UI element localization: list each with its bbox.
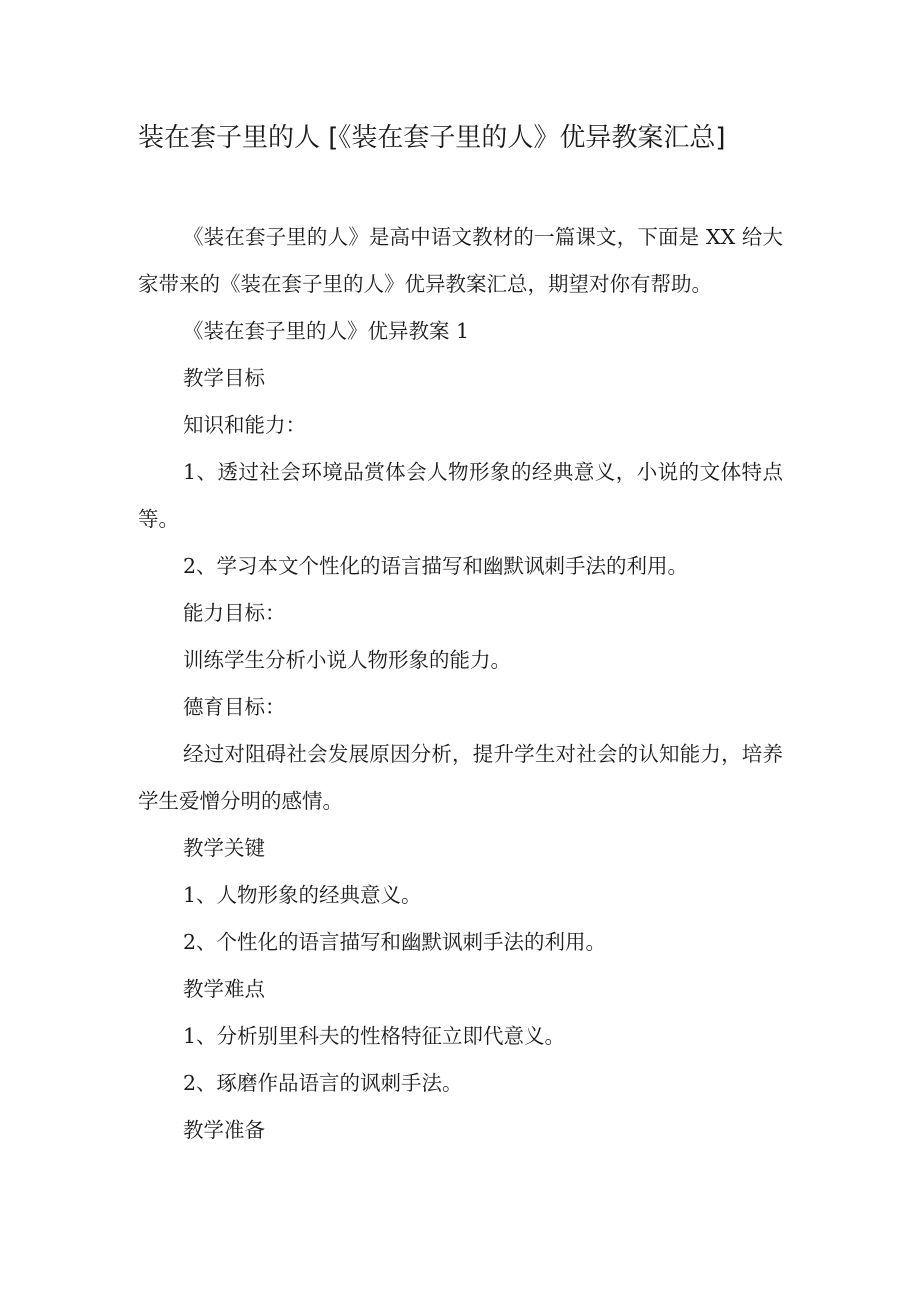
paragraph-moral-heading: 德育目标： (183, 695, 286, 719)
document-body (138, 214, 783, 1154)
paragraph-section-objectives: 教学目标 (183, 366, 265, 390)
paragraph-knowledge-item-2: 2、学习本文个性化的语言描写和幽默讽刺手法的利用。 (183, 554, 689, 578)
paragraph-ability-text: 训练学生分析小说人物形象的能力。 (183, 648, 511, 672)
paragraph-section-key-points: 教学关键 (183, 836, 265, 860)
paragraph-section-preparation: 教学准备 (183, 1118, 265, 1142)
paragraph-ability-heading: 能力目标： (183, 601, 286, 625)
paragraph-knowledge-heading: 知识和能力： (183, 413, 306, 437)
paragraph-lesson-heading: 《装在套子里的人》优异教案 1 (183, 319, 470, 343)
paragraph-difficulty-2: 2、琢磨作品语言的讽刺手法。 (183, 1071, 463, 1095)
paragraph-moral-text: 经过对阻碍社会发展原因分析，提升学生对社会的认知能力，培养学生爱憎分明的感情。 (138, 742, 783, 813)
paragraph-intro: 《装在套子里的人》是高中语文教材的一篇课文，下面是 XX 给大家带来的《装在套子里的人》优异教案汇总，期望对你有帮助。 (138, 225, 783, 296)
paragraph-key-point-1: 1、人物形象的经典意义。 (183, 883, 422, 907)
paragraph-difficulty-1: 1、分析别里科夫的性格特征立即代意义。 (183, 1024, 566, 1048)
paragraph-knowledge-item-1: 1、透过社会环境品赏体会人物形象的经典意义，小说的文体特点等。 (138, 460, 783, 531)
paragraph-key-point-2: 2、个性化的语言描写和幽默讽刺手法的利用。 (183, 930, 607, 954)
paragraph-section-difficulties: 教学难点 (183, 977, 265, 1001)
document-title: 装在套子里的人 [《装在套子里的人》优异教案汇总] (138, 123, 726, 153)
